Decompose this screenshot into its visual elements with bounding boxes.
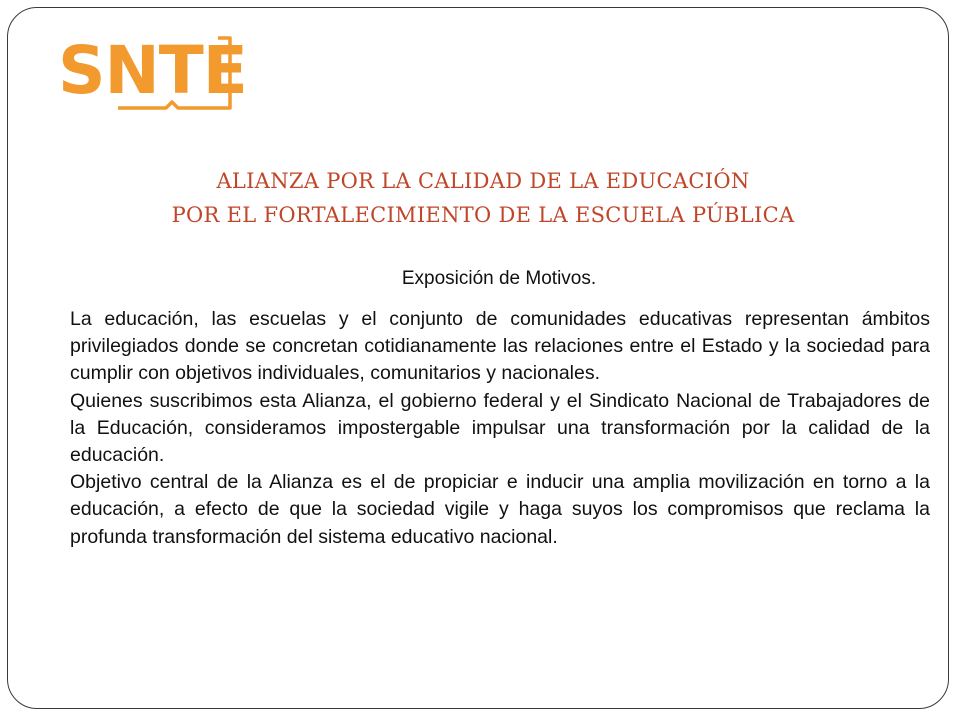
document-title xyxy=(68,164,898,232)
logo-text: SNTE xyxy=(58,32,247,109)
title-line-1: ALIANZA POR LA CALIDAD DE LA EDUCACIÓN xyxy=(216,169,750,193)
section-heading: Exposición de Motivos. xyxy=(401,268,597,289)
logo-frame-icon xyxy=(58,32,238,114)
slide-frame xyxy=(7,7,949,709)
title-line-2: POR EL FORTALECIMIENTO DE LA ESCUELA PÚBLICA xyxy=(171,203,795,227)
paragraph: La educación, las escuelas y el conjunto de comunidades educativas representan ámbitos privilegiados donde se concretan cotidianamente las relaciones entre el Estado y la sociedad para cumplir con objetivos individuales, comunitarios y nacionales. xyxy=(70,308,930,385)
paragraph: Objetivo central de la Alianza es el de propiciar e inducir una amplia movilización en torno a la educación, a efecto de que la sociedad vigile y haga suyos los compromisos que reclama la profunda transformación del sistema educativo nacional. xyxy=(70,471,930,548)
snte-logo xyxy=(58,32,247,114)
paragraph: Quienes suscribimos esta Alianza, el gobierno federal y el Sindicato Nacional de Trabajadores de la Educación, consideramos impostergable impulsar una transformación por la calidad de la educación. xyxy=(70,389,930,467)
body-text xyxy=(70,306,930,551)
